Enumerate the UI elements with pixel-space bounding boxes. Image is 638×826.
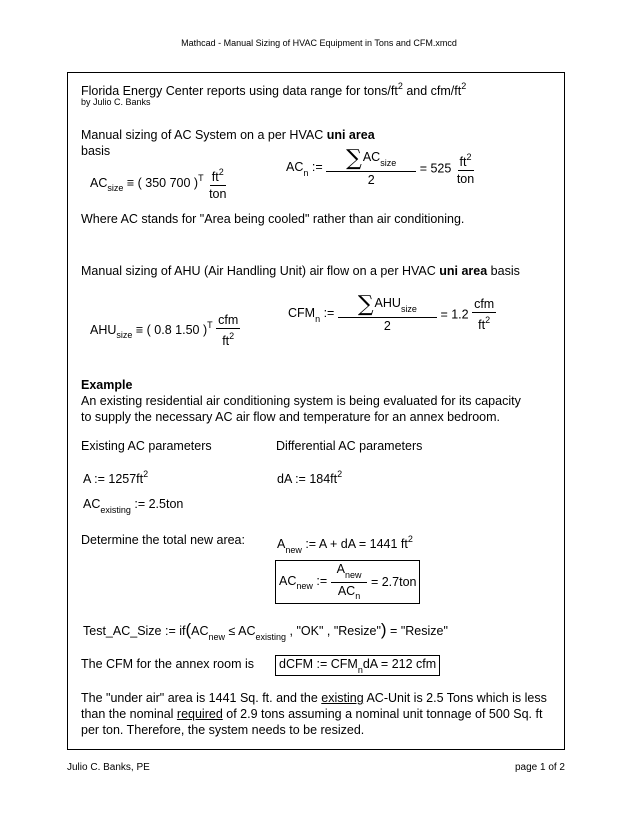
ahu-size-definition: $AHU_{size}$ ≡ ( 0.8 1.50 )$^T$ $\frac{\text{cfm}}{ft^2}$ xyxy=(90,313,239,349)
cfm-annex-label: The CFM for the annex room is xyxy=(81,657,254,671)
a-new-definition: $A_{new}$ := A + dA = 1441 $ft^2$ xyxy=(277,534,413,555)
ac-existing-definition: $AC_{existing}$ := 2.5ton xyxy=(83,497,184,515)
section1-basis: basis xyxy=(81,144,111,158)
test-ac-size-expression: Test_AC_Size := $if(AC_{new} \le AC_{existing}$ , "OK" , "Resize") = "Resize" xyxy=(83,620,448,642)
existing-heading: Existing AC parameters xyxy=(81,439,212,453)
where-note: Where AC stands for "Area being cooled" rather than air conditioning. xyxy=(81,212,465,226)
area-definition: A := $1257ft^2$ xyxy=(83,469,149,487)
example-text-2: to supply the necessary AC air flow and temperature for an annex bedroom. xyxy=(81,410,500,424)
differential-heading: Differential AC parameters xyxy=(276,439,423,453)
dcfm-result-box: dCFM := $CFM_ndA = 212$ cfm xyxy=(275,655,440,676)
doc-author: by Julio C. Banks xyxy=(81,97,151,107)
conclusion-line-3: per ton. Therefore, the system needs to be resized. xyxy=(81,723,365,737)
ac-size-definition: $AC_{size}$ ≡ ( 350 700 )$^T$ $\frac{ft^2}{\text{ton}}$ xyxy=(90,167,227,202)
unit-fraction: $\frac{ft^2}{\text{ton}}$ xyxy=(456,151,475,186)
unit-fraction: $\frac{ft^2}{\text{ton}}$ xyxy=(209,167,227,202)
acn-formula: $AC_n$ := $\frac{\sum AC_{size}}{2}$ = 525 $\frac{ft^2}{\text{ton}}$ xyxy=(286,146,475,187)
acn-fraction: $\frac{\sum AC_{size}}{2}$ xyxy=(326,150,416,187)
ac-new-fraction: $\frac{A_{new}}{AC_n}$ xyxy=(331,562,368,602)
cfmn-fraction: $\frac{\sum AHU_{size}}{2}$ xyxy=(338,296,437,333)
footer-author: Julio C. Banks, PE xyxy=(67,762,150,773)
unit-fraction: $\frac{\text{cfm}}{ft^2}$ xyxy=(218,313,239,349)
example-text-1: An existing residential air conditioning system is being evaluated for its capacity xyxy=(81,394,521,408)
footer-page-number: page 1 of 2 xyxy=(514,762,565,773)
section1-heading: Manual sizing of AC System on a per HVAC uni area xyxy=(81,128,375,142)
cfmn-formula: $CFM_n$ := $\frac{\sum AHU_{size}}{2}$ = 1.2 $\frac{\text{cfm}}{ft^2}$ xyxy=(288,292,495,333)
section2-heading: Manual sizing of AHU (Air Handling Unit) air flow on a per HVAC uni area basis xyxy=(81,264,520,278)
example-heading: Example xyxy=(81,378,133,392)
determine-label: Determine the total new area: xyxy=(81,533,245,547)
unit-fraction: $\frac{\text{cfm}}{ft^2}$ xyxy=(474,296,495,332)
delta-area-definition: dA := $184ft^2$ xyxy=(277,469,343,487)
conclusion-line-2: than the nominal required of 2.9 tons assuming a nominal unit tonnage of 500 Sq. ft xyxy=(81,707,543,721)
conclusion-line-1: The "under air" area is 1441 Sq. ft. and the existing AC-Unit is 2.5 Tons which is less xyxy=(81,691,547,705)
ac-new-result-box: $AC_{new}$ := $\frac{A_{new}}{AC_n}$ = 2.7ton xyxy=(275,560,420,604)
doc-title: Florida Energy Center reports using data range for tons/$ft^2$ and cfm/$ft^2$ xyxy=(81,81,467,99)
window-title: Mathcad - Manual Sizing of HVAC Equipment in Tons and CFM.xmcd xyxy=(181,38,457,48)
